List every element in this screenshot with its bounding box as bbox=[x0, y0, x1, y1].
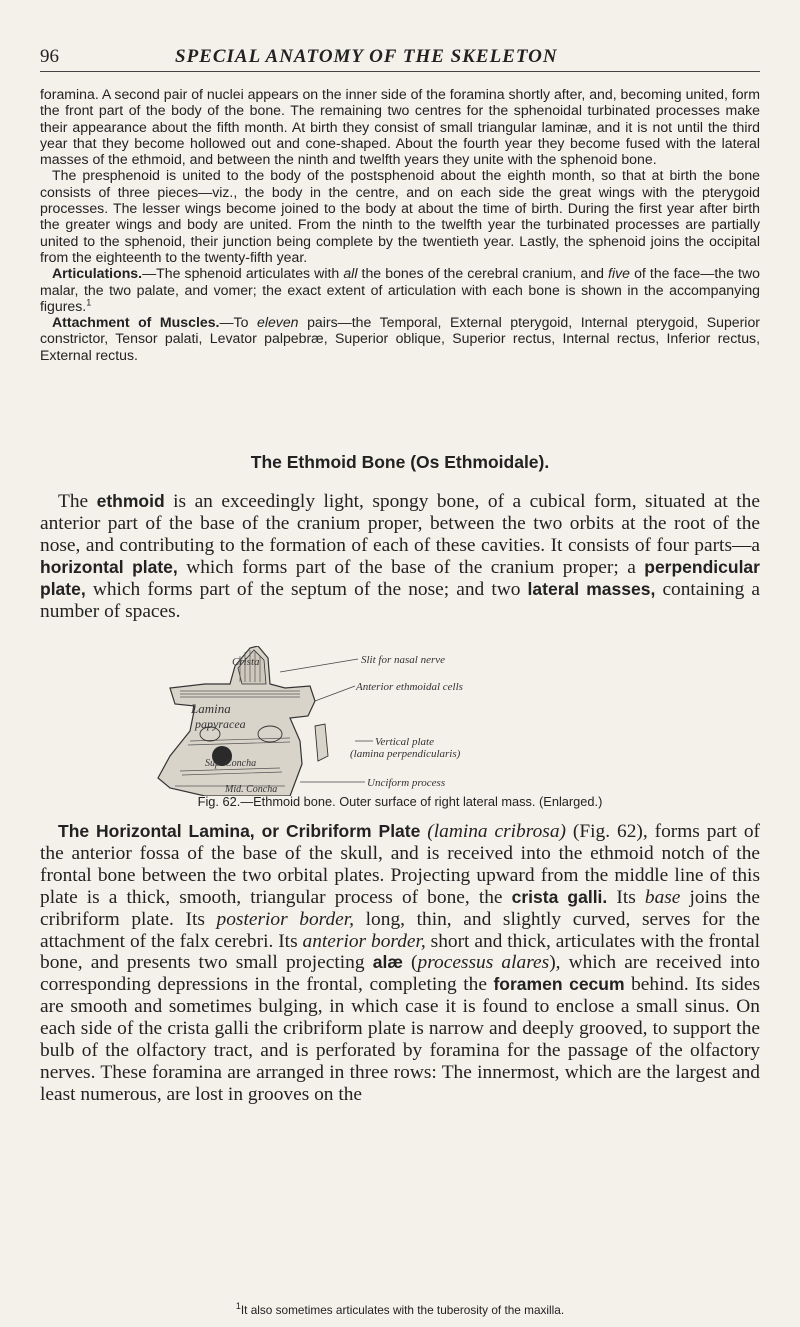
ethmoid-intro-paragraph: The ethmoid is an exceedingly light, spongy bone, of a cubical form, situated at the anterior part of the base of the cranium proper, between the two orbits at the root of the nose, and contributing to the formation of each of these cavities. It consists of four parts—a horizontal plate, which forms part of the base of the cranium proper; a perpendicular plate, which forms part of the septum of the nose; and two lateral masses, containing a number of spaces. bbox=[40, 491, 761, 622]
cribriform-text-block bbox=[40, 821, 760, 1106]
footnote bbox=[0, 1303, 800, 1317]
footnote-text: It also sometimes articulates with the tuberosity of the maxilla. bbox=[240, 1303, 565, 1317]
label-papyracea: papyracea bbox=[195, 717, 246, 731]
intro-paragraph-2: The presphenoid is united to the body of the postsphenoid about the eighth month, so that at birth the bone consists of three pieces—viz., the body in the centre, and on each side the great wings with the pterygoid processes. The lesser wings become joined to the body at about the time of birth. During the first year after birth the greater wings and body are united. From the ninth to the twelfth year the turbinated processes are partially united to the sphenoid, their junction being complete by the twentieth year. Lastly, the sphenoid joins the occipital from the eighteenth to the twenty-fifth year. bbox=[40, 167, 760, 265]
footnote-reference: 1 bbox=[86, 297, 92, 308]
cribriform-heading: The Horizontal Lamina, or Cribriform Plate bbox=[58, 821, 421, 841]
label-slit-nasal-nerve: Slit for nasal nerve bbox=[361, 654, 446, 666]
label-lamina-perpendicularis: (lamina perpendicularis) bbox=[350, 748, 461, 760]
articulations-heading: Articulations. bbox=[52, 265, 143, 282]
label-lamina: Lamina bbox=[191, 701, 231, 716]
intro-paragraph-1: foramina. A second pair of nuclei appears on the inner side of the foramina shortly after, and, becoming united, form the front part of the body of the bone. The remaining two centres for the sphenoidal turbinated processes make their appearance about the fifth month. At birth they consist of small triangular laminæ, and it is not until the third year that they become hollowed out and cone-shaped. About the fourth year they become fused with the lateral masses of the ethmoid, and between the ninth and twelfth years they unite with the sphenoid bone. bbox=[40, 86, 760, 168]
footnote-mark: 1 bbox=[235, 1301, 241, 1312]
cribriform-paragraph: The Horizontal Lamina, or Cribriform Plate (lamina cribrosa) (Fig. 62), forms part of the anterior fossa of the base of the skull, and is received into the ethmoid notch of the frontal bone between the two orbital plates. Projecting upward from the middle line of this plate is a thick, smooth, triangular process of bone, the crista galli. Its base joins the cribriform plate. Its posterior border, long, thin, and slightly curved, serves for the attachment of the falx cerebri. Its anterior border, short and thick, articulates with the frontal bone, and presents two small projecting alæ (processus alares), which are received into corresponding depressions in the frontal, completing the foramen cecum behind. Its sides are smooth and sometimes bulging, in which case it is found to enclose a small sinus. On each side of the crista galli the cribriform plate is narrow and deeply grooved, to support the bulb of the olfactory tract, and is perforated by foramina for the passage of the olfactory nerves. These foramina are arranged in three rows: The innermost, which are the largest and least numerous, are lost in grooves on the bbox=[40, 821, 761, 1105]
articulations-paragraph: Articulations.—The sphenoid articulates with all the bones of the cerebral cranium, and five of the face—the two malar, the two palate, and vomer; the exact extent of articulation with each bone is shown in the accompanying figures.$^1$ bbox=[40, 265, 760, 314]
label-sup-concha: Sup. Concha bbox=[205, 758, 257, 769]
section-title: The Ethmoid Bone (Os Ethmoidale). bbox=[250, 452, 550, 472]
label-mid-concha: Mid. Concha bbox=[225, 784, 278, 795]
label-unciform-process: Unciform process bbox=[367, 777, 446, 789]
figure-caption: Fig. 62.—Ethmoid bone. Outer surface of right lateral mass. (Enlarged.) bbox=[197, 794, 603, 809]
header-rule bbox=[40, 71, 760, 72]
ethmoid-intro-block bbox=[40, 491, 760, 622]
muscles-paragraph: Attachment of Muscles.—To eleven pairs—the Temporal, External pterygoid, Internal pterygoid, Superior constrictor, Tensor palati, Levator palpebræ, Superior oblique, Superior rectus, Internal rectus, Inferior rectus, External rectus. bbox=[40, 314, 760, 363]
page-header bbox=[40, 46, 760, 72]
ethmoid-bone-illustration bbox=[150, 646, 650, 796]
label-anterior-ethmoidal-cells: Anterior ethmoidal cells bbox=[356, 681, 463, 693]
muscles-heading: Attachment of Muscles. bbox=[52, 314, 220, 331]
running-head: SPECIAL ANATOMY OF THE SKELETON bbox=[175, 46, 558, 67]
intro-text-block bbox=[40, 86, 760, 363]
page-number: 96 bbox=[40, 46, 59, 67]
label-crista: Crista bbox=[232, 656, 260, 668]
label-vertical-plate: Vertical plate bbox=[375, 736, 434, 748]
